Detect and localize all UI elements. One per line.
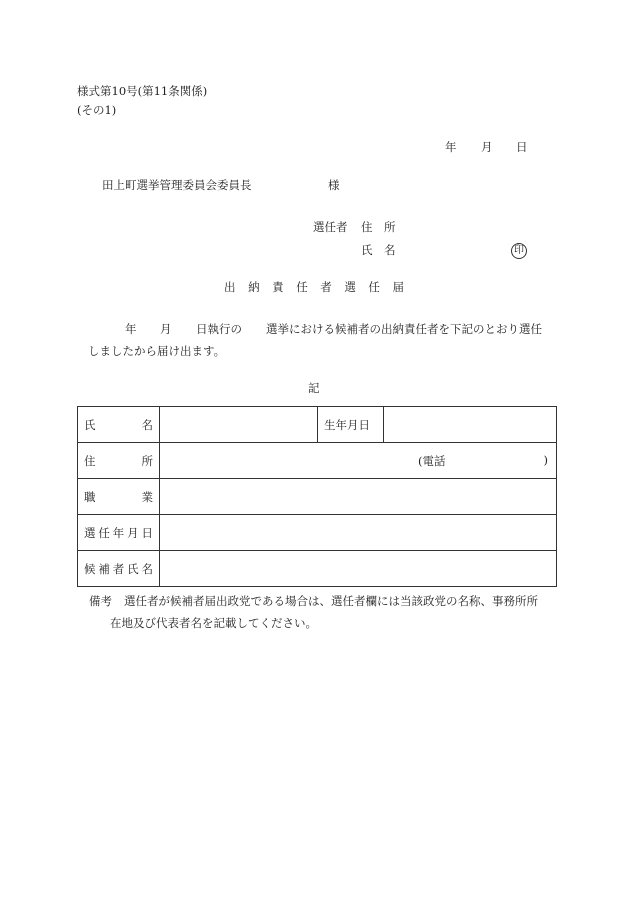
appoint-date-value-cell[interactable] [160, 515, 557, 551]
remarks-line-1: 選任者が候補者届出政党である場合は、選任者欄には当該政党の名称、事務所所 [124, 594, 538, 608]
body-text-1: 選挙における候補者の出納責任者を下記のとおり選任 [266, 322, 542, 336]
date-year: 年 [445, 140, 457, 154]
title-char: 出 [224, 280, 236, 294]
ki-label: 記 [308, 381, 320, 395]
birthdate-label-cell: 生年月日 [318, 407, 384, 443]
body-day-exec: 日執行の [196, 322, 242, 336]
date-month: 月 [481, 140, 493, 154]
addressee: 田上町選挙管理委員会委員長 [102, 178, 252, 192]
title-char: 届 [392, 280, 404, 294]
appoint-date-label-cell: 選 任 年 月 日 [78, 515, 160, 551]
appointer-address-label: 住 所 [361, 220, 396, 234]
name-label-cell: 氏 名 [78, 407, 160, 443]
phone-close: ) [543, 452, 548, 467]
address-value-cell[interactable] [160, 443, 557, 479]
body-year: 年 [125, 322, 137, 336]
occupation-label-cell: 職 業 [78, 479, 160, 515]
title-char: 任 [296, 280, 308, 294]
honorific: 様 [328, 178, 340, 192]
remarks-label: 備考 [89, 594, 112, 608]
appointer-label: 選任者 [313, 220, 348, 234]
phone-open: (電話 [418, 453, 446, 468]
table-row [78, 479, 557, 515]
body-text-2: しましたから届け出ます。 [88, 344, 226, 358]
candidate-value-cell[interactable] [160, 551, 557, 587]
title-char: 責 [272, 280, 284, 294]
table-row [78, 443, 557, 479]
document-title [224, 282, 404, 294]
title-char: 任 [368, 280, 380, 294]
title-char: 納 [248, 280, 260, 294]
name-value-cell[interactable] [160, 407, 318, 443]
title-char: 者 [320, 280, 332, 294]
details-table [77, 406, 557, 587]
table-row [78, 407, 557, 443]
title-char: 選 [344, 280, 356, 294]
seal-mark: 印 [511, 243, 527, 259]
remarks-line-2: 在地及び代表者名を記載してください。 [110, 616, 317, 630]
birthdate-value-cell[interactable] [384, 407, 557, 443]
appointer-name-label: 氏 名 [361, 243, 396, 257]
body-month: 月 [160, 322, 172, 336]
candidate-label-cell: 候 補 者 氏 名 [78, 551, 160, 587]
address-label-cell: 住 所 [78, 443, 160, 479]
date-day: 日 [516, 140, 528, 154]
table-row [78, 515, 557, 551]
form-number: 様式第10号(第11条関係) [77, 84, 208, 98]
table-row [78, 551, 557, 587]
occupation-value-cell[interactable] [160, 479, 557, 515]
sub-number: (その1) [77, 103, 117, 117]
